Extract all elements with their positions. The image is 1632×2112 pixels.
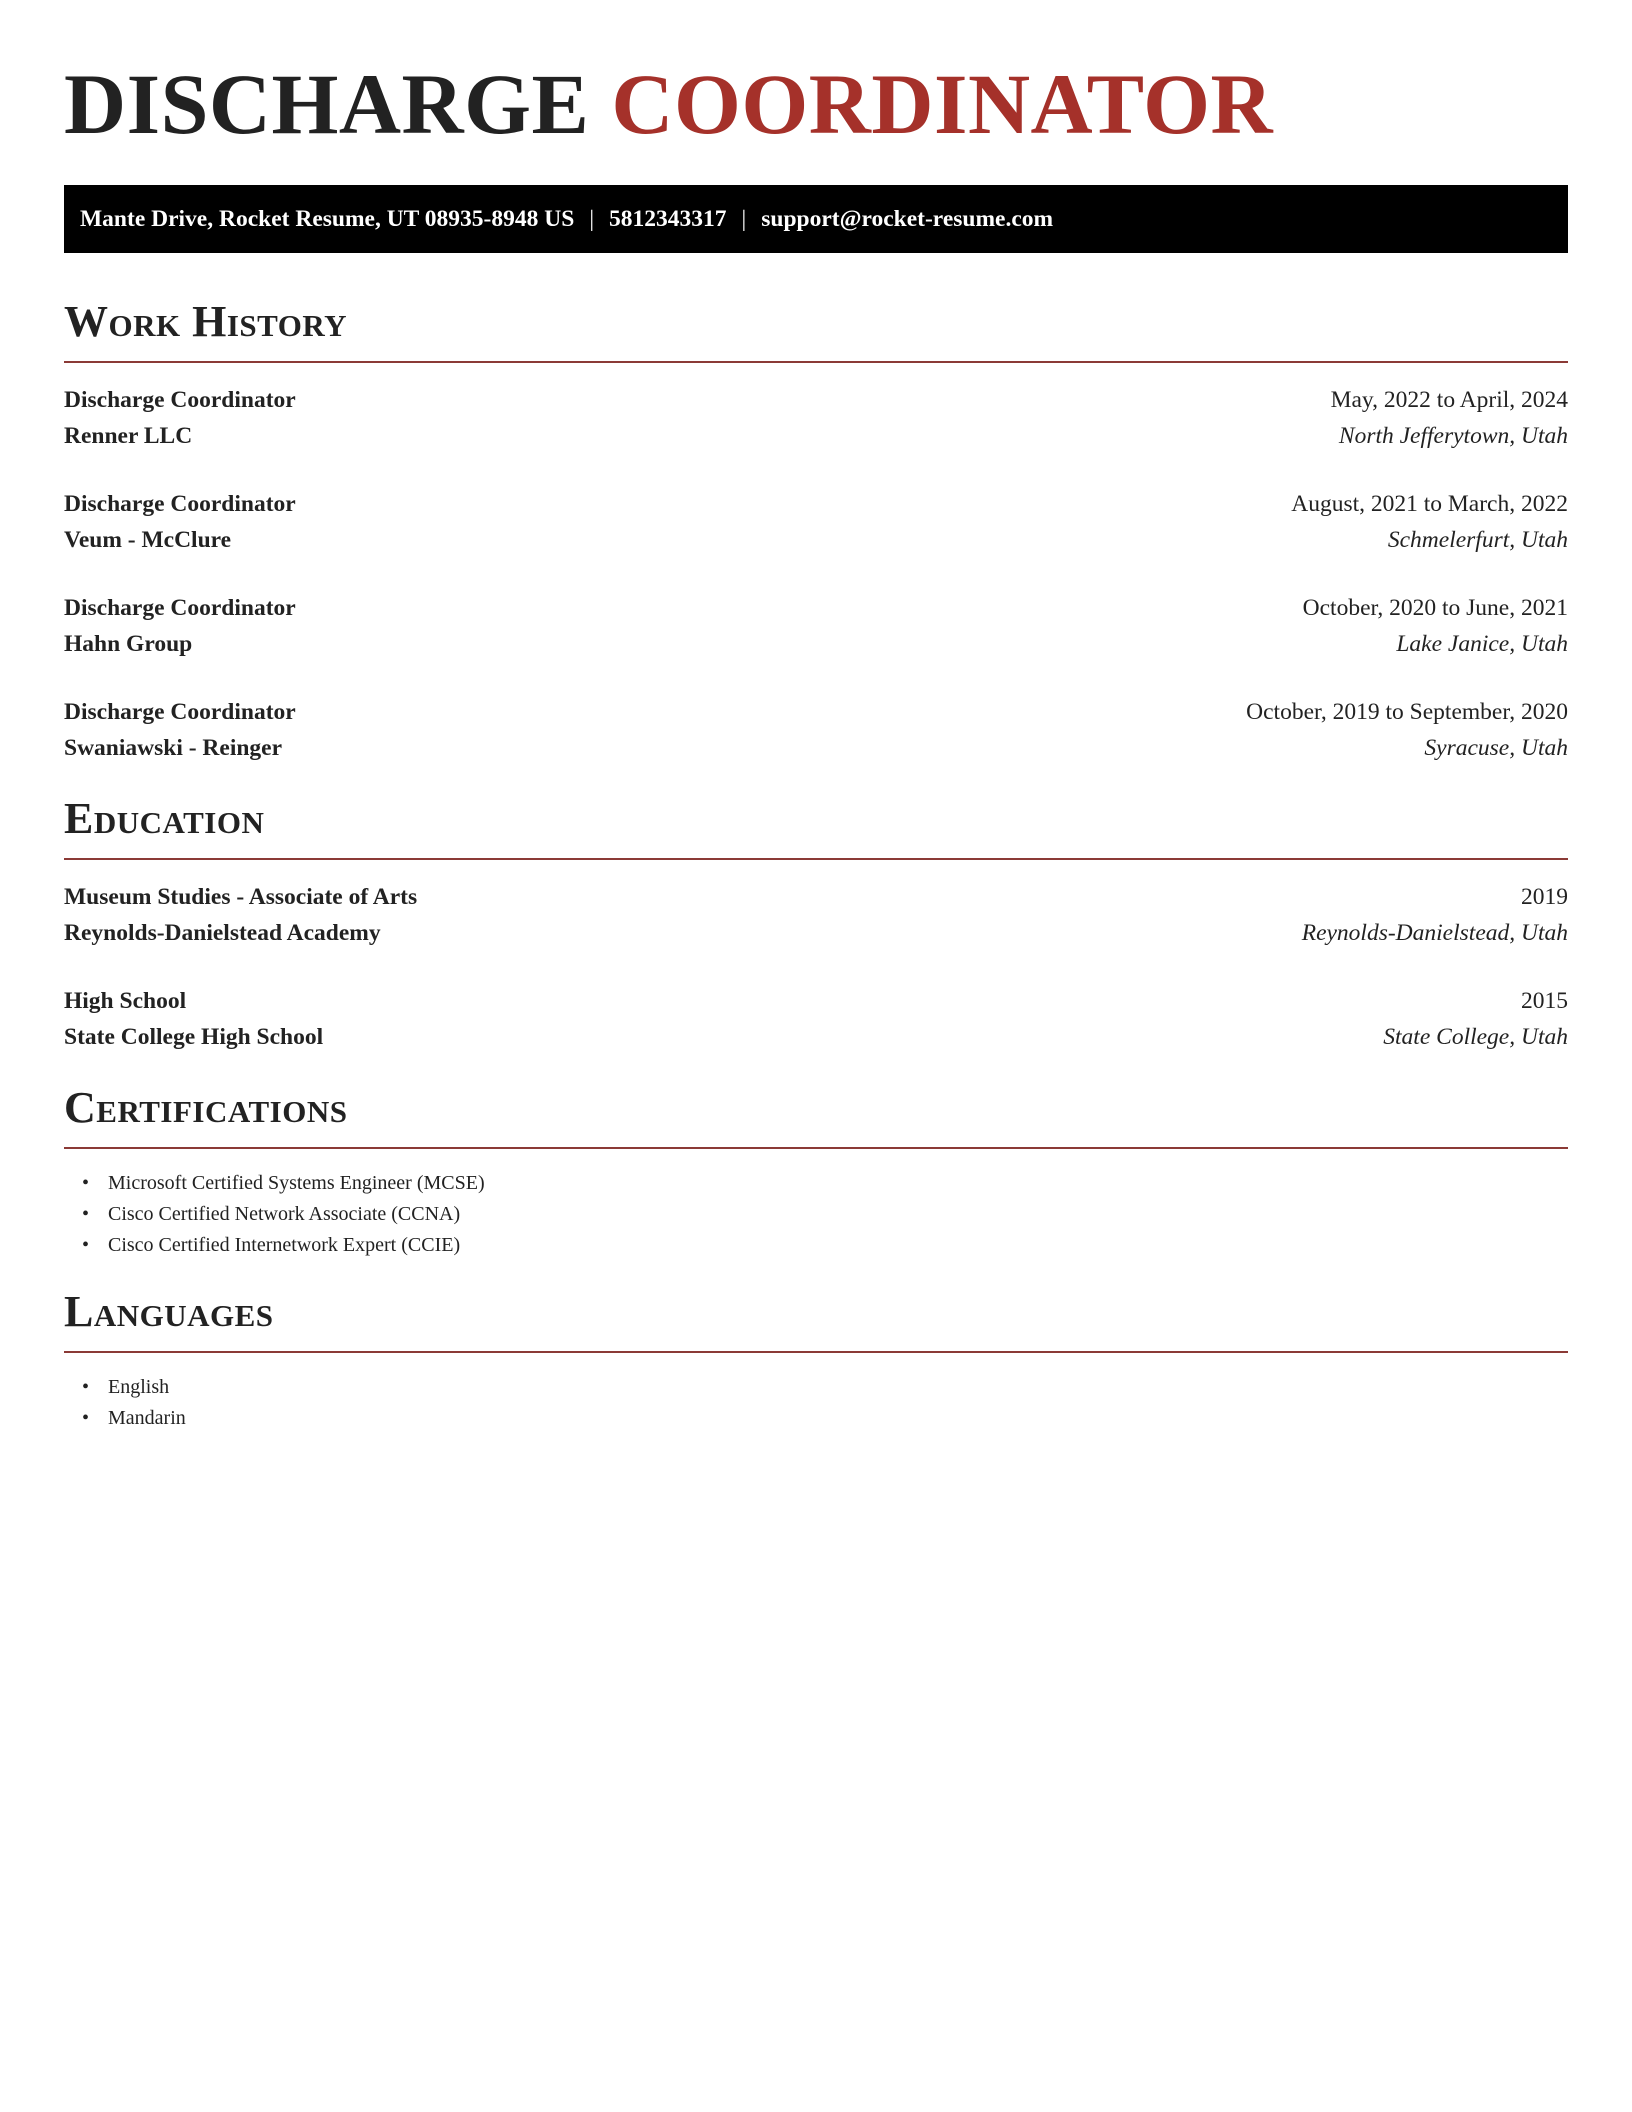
contact-separator: | [589, 205, 595, 232]
work-entry [64, 486, 1568, 558]
section-heading-certifications: Certifications [64, 1083, 348, 1132]
section-divider [64, 1147, 1568, 1149]
contact-address: Mante Drive, Rocket Resume, UT 08935-8948 US [80, 205, 575, 232]
contact-email: support@rocket-resume.com [761, 205, 1054, 232]
school-name: Reynolds-Danielstead Academy [64, 920, 381, 946]
language-name: English [108, 1376, 170, 1398]
work-entry [64, 694, 1568, 766]
bullet-icon: • [82, 1234, 90, 1256]
education-entry [64, 879, 1568, 951]
education-entry [64, 983, 1568, 1055]
degree-name: High School [64, 988, 187, 1014]
work-entry [64, 590, 1568, 662]
job-location: Lake Janice, Utah [1396, 631, 1568, 657]
language-name: Mandarin [108, 1407, 186, 1429]
section-heading-work-history: Work History [64, 297, 348, 346]
certification-name: Cisco Certified Internetwork Expert (CCIE) [108, 1234, 461, 1256]
job-dates: August, 2021 to March, 2022 [1291, 491, 1568, 517]
section-divider [64, 858, 1568, 860]
contact-phone: 5812343317 [609, 205, 727, 232]
languages-section [64, 1287, 1568, 1434]
company-name: Renner LLC [64, 423, 193, 449]
degree-name: Museum Studies - Associate of Arts [64, 884, 418, 910]
bullet-icon: • [82, 1376, 90, 1398]
section-divider [64, 361, 1568, 363]
graduation-year: 2019 [1521, 884, 1568, 910]
list-item [64, 1372, 1568, 1403]
job-title: Discharge Coordinator [64, 491, 296, 517]
company-name: Veum - McClure [64, 527, 232, 553]
company-name: Swaniawski - Reinger [64, 735, 283, 761]
education-section [64, 794, 1568, 1055]
school-name: State College High School [64, 1024, 324, 1050]
section-heading-education: Education [64, 794, 265, 843]
list-item [64, 1199, 1568, 1230]
bullet-icon: • [82, 1203, 90, 1225]
job-dates: October, 2019 to September, 2020 [1246, 699, 1568, 725]
section-divider [64, 1351, 1568, 1353]
certifications-list [64, 1168, 1568, 1261]
bullet-icon: • [82, 1407, 90, 1429]
bullet-icon: • [82, 1172, 90, 1194]
list-item [64, 1168, 1568, 1199]
job-title: Discharge Coordinator [64, 699, 296, 725]
work-entry [64, 382, 1568, 454]
certification-name: Cisco Certified Network Associate (CCNA) [108, 1203, 461, 1225]
job-title: Discharge Coordinator [64, 387, 296, 413]
job-title: Discharge Coordinator [64, 595, 296, 621]
company-name: Hahn Group [64, 631, 193, 657]
job-dates: May, 2022 to April, 2024 [1330, 387, 1568, 413]
certifications-section [64, 1083, 1568, 1261]
list-item [64, 1403, 1568, 1434]
title-first-word: DISCHARGE [64, 56, 590, 152]
languages-list [64, 1372, 1568, 1434]
resume-title [64, 56, 1568, 152]
certification-name: Microsoft Certified Systems Engineer (MCSE) [108, 1172, 485, 1194]
list-item [64, 1230, 1568, 1261]
job-dates: October, 2020 to June, 2021 [1302, 595, 1568, 621]
contact-bar [64, 185, 1568, 253]
job-location: Schmelerfurt, Utah [1387, 527, 1568, 553]
job-location: Syracuse, Utah [1424, 735, 1568, 761]
contact-separator: | [741, 205, 747, 232]
title-last-word: COORDINATOR [611, 56, 1274, 152]
work-history-section [64, 297, 1568, 766]
job-location: North Jefferytown, Utah [1338, 423, 1568, 449]
school-location: State College, Utah [1383, 1024, 1568, 1050]
graduation-year: 2015 [1521, 988, 1568, 1014]
section-heading-languages: Languages [64, 1287, 274, 1336]
school-location: Reynolds-Danielstead, Utah [1301, 920, 1568, 946]
